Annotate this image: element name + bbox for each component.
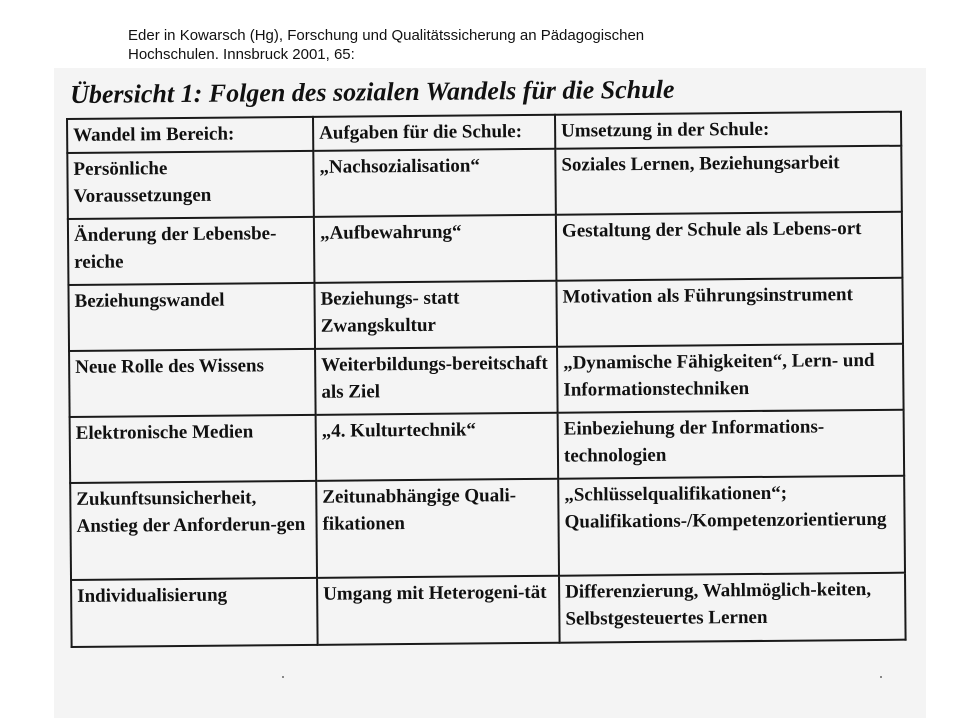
table-cell: Zeitunabhängige Quali-fikationen [316,479,559,578]
table-cell: Beziehungs- statt Zwangskultur [314,281,557,349]
table-cell: „Dynamische Fähigkeiten“, Lern- und Informationstechniken [557,344,904,413]
table-row [70,476,905,580]
overview-table [66,111,907,648]
scan-speck [282,676,284,678]
header-change-area: Wandel im Bereich: [67,117,313,153]
table-cell: „Schlüsselqualifikationen“; Qualifikations-/Kompetenzorientierung [558,476,905,576]
table-cell: Änderung der Lebensbe-reiche [68,217,315,285]
table-cell: Gestaltung der Schule als Lebens-ort [556,212,903,281]
table-cell: „Aufbewahrung“ [314,215,557,283]
table-cell: Weiterbildungs-bereitschaft als Ziel [315,347,558,415]
table-cell: Beziehungswandel [68,283,315,351]
table-cell: Einbeziehung der Informations-technologien [558,410,905,479]
source-line-2: Hochschulen. Innsbruck 2001, 65: [128,46,355,63]
table-cell: „Nachsozialisation“ [313,149,556,217]
table-row [71,573,906,647]
table-cell: „4. Kulturtechnik“ [316,413,559,481]
table-row [70,410,905,483]
table-cell: Individualisierung [71,578,318,647]
table-row [67,146,902,219]
table-row [69,344,904,417]
table-row [68,278,903,351]
header-implementation: Umsetzung in der Schule: [555,112,901,149]
header-school-tasks: Aufgaben für die Schule: [313,115,555,151]
scan-speck [880,676,882,678]
table-cell: Zukunftsunsicherheit, Anstieg der Anforderun-gen [70,481,317,580]
table-row [68,212,903,285]
table-cell: Soziales Lernen, Beziehungsarbeit [555,146,902,215]
page-title: Übersicht 1: Folgen des sozialen Wandels für die Schule [70,74,675,109]
table-cell: Differenzierung, Wahlmöglich-keiten, Selbstgesteuertes Lernen [559,573,906,643]
table-cell: Elektronische Medien [70,415,317,483]
source-citation [128,26,828,64]
source-line-1: Eder in Kowarsch (Hg), Forschung und Qualitätssicherung an Pädagogischen [128,27,645,44]
table-cell: Umgang mit Heterogeni-tät [317,576,560,645]
table-cell: Motivation als Führungsinstrument [556,278,903,347]
table-cell: Neue Rolle des Wissens [69,349,316,417]
table-cell: Persönliche Voraussetzungen [67,151,314,219]
